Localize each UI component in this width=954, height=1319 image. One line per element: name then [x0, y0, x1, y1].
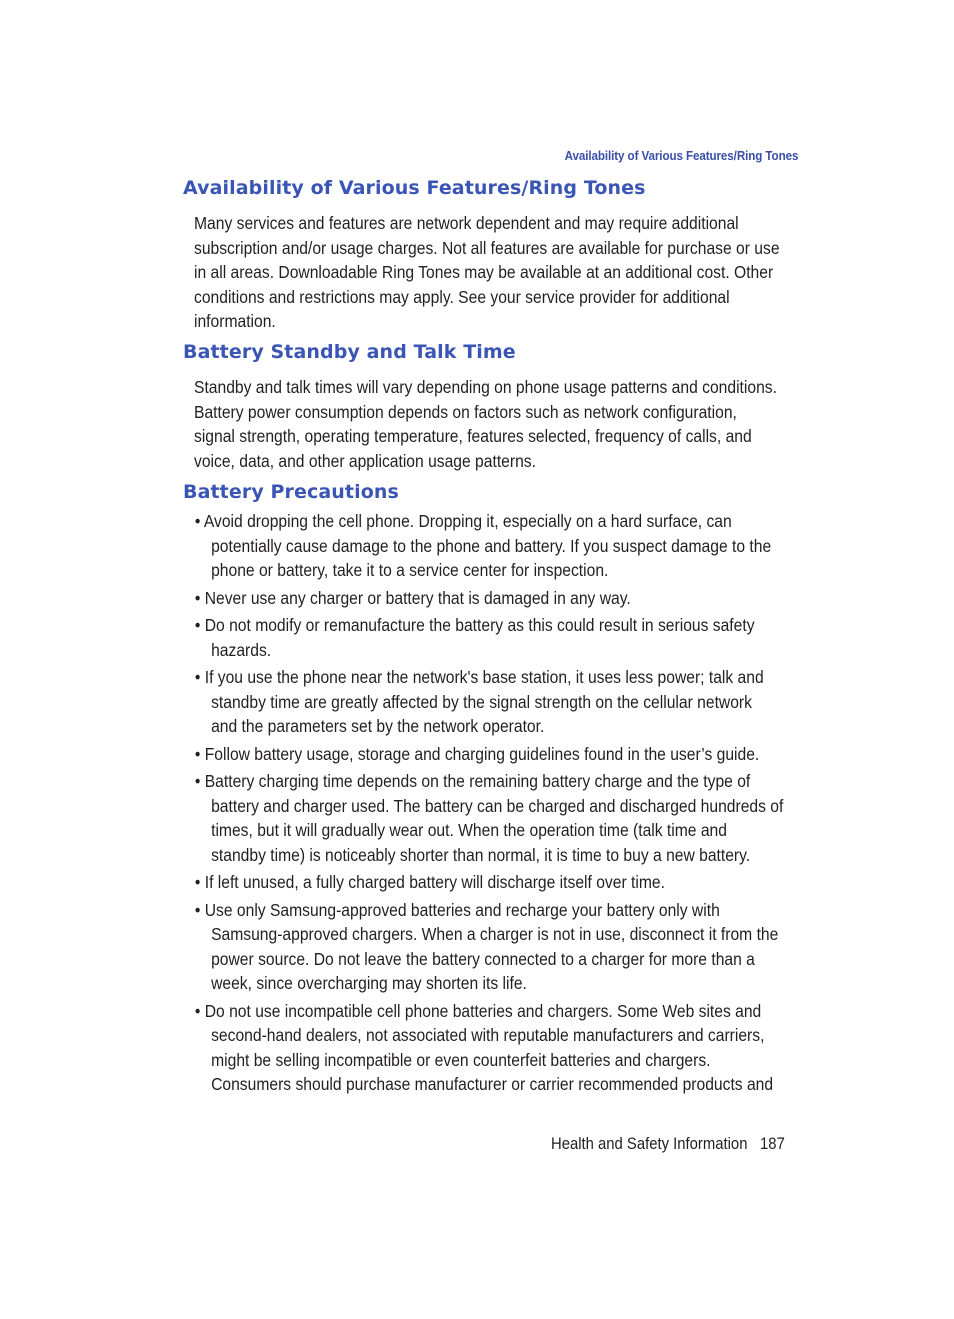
text-line: information. — [194, 311, 276, 331]
list-item — [194, 870, 814, 895]
text-line: • If left unused, a fully charged battery will discharge itself over time. — [194, 872, 665, 892]
text-line: phone or battery, take it to a service center for inspection. — [211, 560, 609, 580]
text-line: Battery power consumption depends on factors such as network configuration, — [194, 401, 737, 422]
text-line: • Avoid dropping the cell phone. Dropping it, especially on a hard surface, can — [194, 511, 732, 531]
list-item — [194, 665, 814, 739]
text-line: battery and charger used. The battery can be charged and discharged hundreds of — [211, 795, 784, 816]
text-line: second-hand dealers, not associated with reputable manufacturers and carriers, — [211, 1025, 765, 1045]
text-line: voice, data, and other application usage patterns. — [194, 450, 536, 471]
heading-availability: Availability of Various Features/Ring Tones — [183, 177, 646, 199]
list-item — [194, 613, 814, 662]
text-line: standby time) is noticeably shorter than normal, it is time to buy a new battery. — [211, 844, 751, 865]
text-line: conditions and restrictions may apply. See your service provider for additional — [194, 286, 730, 307]
text-line: • Follow battery usage, storage and charging guidelines found in the user’s guide. — [194, 743, 760, 764]
list-item — [194, 999, 814, 1097]
list-item — [194, 769, 814, 867]
text-line: signal strength, operating temperature, features selected, frequency of calls, and — [194, 426, 752, 446]
text-line: Consumers should purchase manufacturer or carrier recommended products and — [211, 1074, 774, 1094]
list-item — [194, 586, 814, 611]
text-line: times, but it will gradually wear out. When the operation time (talk time and — [211, 820, 727, 840]
text-line: power source. Do not leave the battery connected to a charger for more than a — [211, 948, 755, 969]
list-item — [194, 898, 814, 996]
heading-battery-precautions: Battery Precautions — [183, 481, 399, 503]
text-line: week, since overcharging may shorten its life. — [211, 973, 527, 993]
text-line: standby time are greatly affected by the signal strength on the cellular network — [211, 691, 752, 712]
heading-battery-standby: Battery Standby and Talk Time — [183, 341, 516, 363]
page-number: 187 — [760, 1135, 785, 1153]
text-line: potentially cause damage to the phone and battery. If you suspect damage to the — [211, 535, 772, 556]
text-line: Samsung-approved chargers. When a charger is not in use, disconnect it from the — [211, 924, 779, 944]
list-item — [194, 742, 814, 767]
paragraph-availability — [194, 211, 814, 334]
text-line: in all areas. Downloadable Ring Tones may be available at an additional cost. Other — [194, 262, 774, 282]
running-header: Availability of Various Features/Ring Tones — [564, 149, 798, 163]
paragraph-battery-standby — [194, 375, 814, 473]
precautions-list — [194, 509, 814, 1100]
text-line: • Use only Samsung-approved batteries and recharge your battery only with — [194, 899, 720, 920]
text-line: • Do not use incompatible cell phone batteries and chargers. Some Web sites and — [194, 1000, 762, 1021]
text-line: might be selling incompatible or even counterfeit batteries and chargers. — [211, 1049, 711, 1070]
text-line: • Do not modify or remanufacture the battery as this could result in serious safety — [194, 615, 755, 635]
text-line: Many services and features are network dependent and may require additional — [194, 213, 739, 233]
text-line: hazards. — [211, 639, 272, 660]
text-line: Standby and talk times will vary depending on phone usage patterns and conditions. — [194, 377, 777, 397]
text-line: • Battery charging time depends on the remaining battery charge and the type of — [194, 771, 751, 791]
text-line: • Never use any charger or battery that is damaged in any way. — [194, 587, 631, 608]
list-item — [194, 509, 814, 583]
page-footer — [551, 1135, 785, 1154]
text-line: subscription and/or usage charges. Not all features are available for purchase or use — [194, 237, 780, 258]
text-line: • If you use the phone near the network's base station, it uses less power; talk and — [194, 667, 764, 687]
text-line: and the parameters set by the network operator. — [211, 716, 545, 736]
footer-section-title: Health and Safety Information — [551, 1135, 748, 1153]
